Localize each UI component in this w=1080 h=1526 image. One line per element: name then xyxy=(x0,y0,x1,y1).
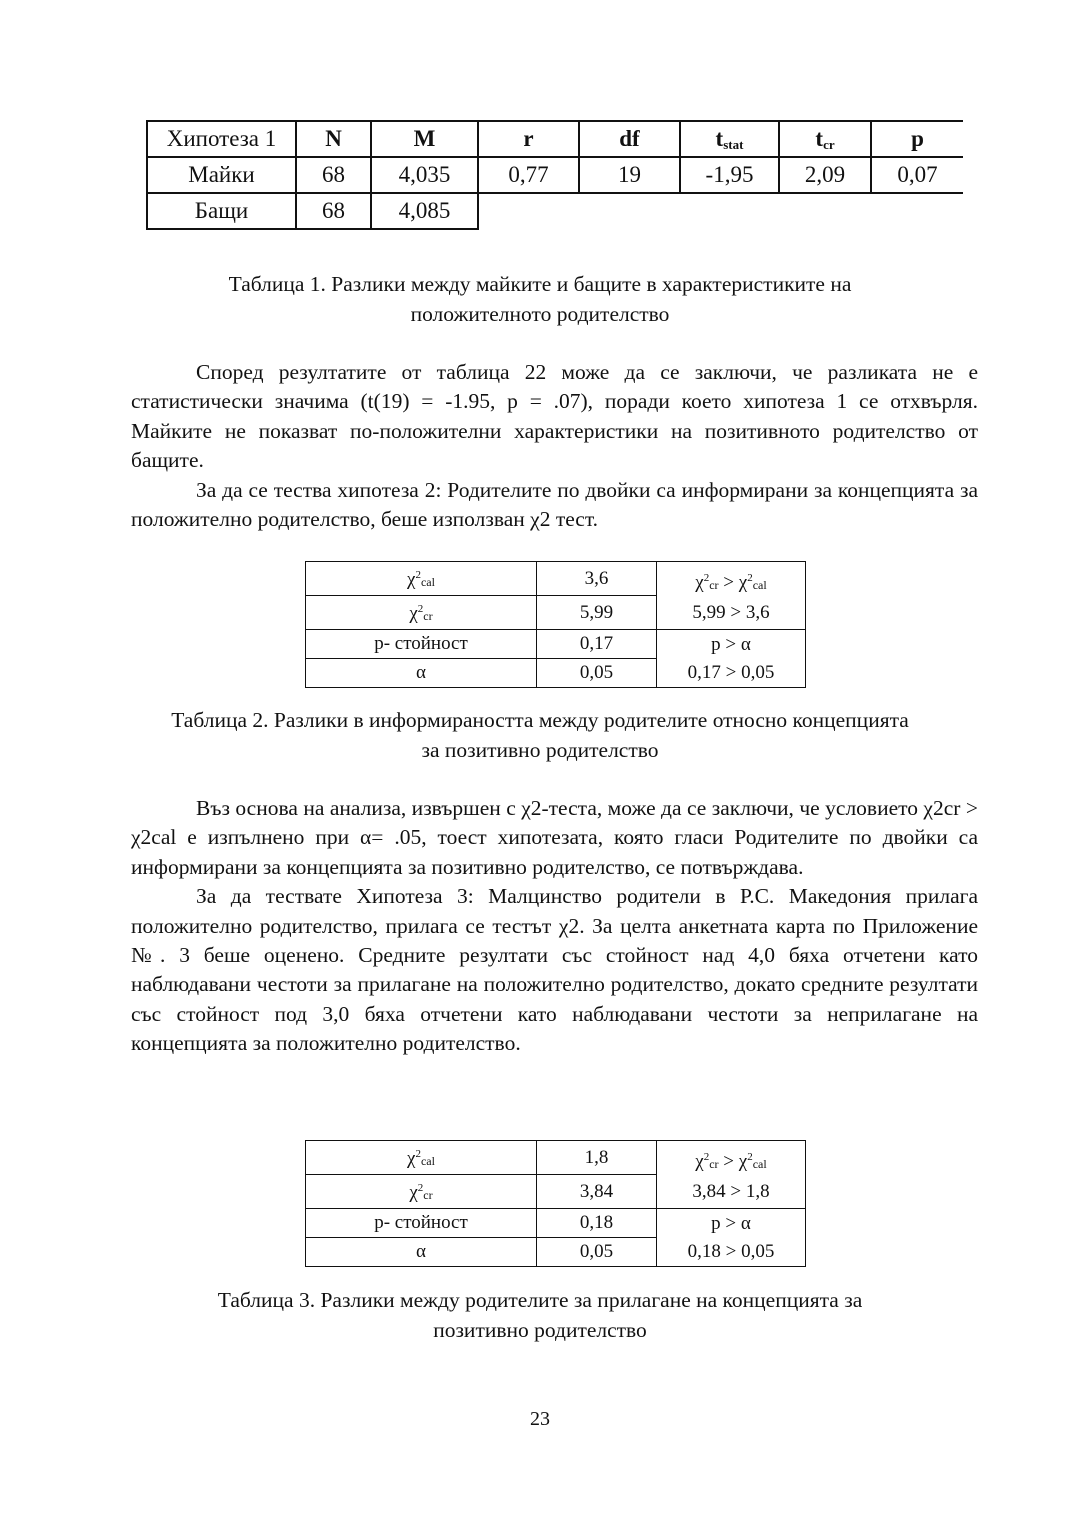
p-value: 0,17 xyxy=(537,630,657,659)
cell-n: 68 xyxy=(296,157,371,193)
paragraph: Според резултатите от таблица 22 може да се заключи, че разликата не е статистически значима (t(19) = -1.95, p = .07), поради което хипотеза 1 се отхвърля. Майките не показват по-положителни характеристики на позитивното родителство от бащите. xyxy=(131,360,978,473)
page-number: 23 xyxy=(530,1408,550,1430)
header-r: r xyxy=(478,121,579,157)
alpha-label: α xyxy=(306,1238,537,1267)
p-value-label: p- стойност xyxy=(306,630,537,659)
paragraph: За да се тества хипотеза 2: Родителите по двойки са информирани за концепцията за положително родителство, беше използван χ2 тест. xyxy=(131,477,978,532)
alpha-value: 0,05 xyxy=(537,1238,657,1267)
p-comparison: p > α 0,17 > 0,05 xyxy=(657,630,806,688)
chi-square-table-3 xyxy=(305,1140,806,1267)
chi-cal-value: 3,6 xyxy=(537,562,657,596)
chi-square-table-2 xyxy=(305,561,806,688)
paragraph: Въз основа на анализа, извършен с χ2-теста, може да се заключи, че условието χ2cr > χ2cal е изпълнено при α= .05, тоест хипотезата, която гласи Родителите по двойки са информирани за концепцията за позитивно родителство, се потвърждава. xyxy=(131,796,978,879)
cell-m: 4,035 xyxy=(371,157,478,193)
alpha-value: 0,05 xyxy=(537,659,657,688)
table-row xyxy=(147,193,963,229)
header-m: M xyxy=(371,121,478,157)
table-1-caption xyxy=(0,270,1080,329)
paragraph: За да тествате Хипотеза 3: Малцинство родители в Р.С. Македония прилага положително родителство, прилага се тестът χ2. За целта анкетната карта по Приложение №. 3 беше оценено. Средните резултати със стойност над 4,0 бяха отчетени като наблюдавани честоти за прилагане на положително родителство, докато средните резултати със стойност под 3,0 бяха отчетени като наблюдавани честоти за неприлагане на концепцията за положително родителство. xyxy=(131,884,978,1056)
alpha-label: α xyxy=(306,659,537,688)
caption-line: Таблица 2. Разлики в информираността между родителите относно концепцията xyxy=(171,708,909,732)
cell-p: 0,07 xyxy=(871,157,963,193)
row-label: Бащи xyxy=(147,193,296,229)
row-label: Майки xyxy=(147,157,296,193)
p-comparison: p > α 0,18 > 0,05 xyxy=(657,1209,806,1267)
p-value: 0,18 xyxy=(537,1209,657,1238)
paragraph-block-1 xyxy=(131,358,978,534)
cell-m: 4,085 xyxy=(371,193,478,229)
chi-comparison: $\chi^2_{cr} > \chi^2_{cal}$ 3,84 > 1,8 xyxy=(657,1141,806,1209)
table-2-caption xyxy=(0,706,1080,765)
table-3-caption xyxy=(0,1286,1080,1345)
caption-line: положителното родителство xyxy=(410,301,670,326)
cell-df: 19 xyxy=(579,157,680,193)
table-header-row xyxy=(147,121,963,157)
chi-cr-label: $\chi^2_{cr}$ xyxy=(306,596,537,630)
header-hypothesis: Хипотеза 1 xyxy=(147,121,296,157)
chi-cr-value: 5,99 xyxy=(537,596,657,630)
chi-cal-label: $\chi^2_{cal}$ xyxy=(306,562,537,596)
header-n: N xyxy=(296,121,371,157)
paragraph-block-2 xyxy=(131,794,978,1059)
table-row xyxy=(147,157,963,193)
chi-cal-value: 1,8 xyxy=(537,1141,657,1175)
chi-cr-value: 3,84 xyxy=(537,1175,657,1209)
caption-line: позитивно родителство xyxy=(433,1317,647,1342)
cell-tcr: 2,09 xyxy=(779,157,871,193)
p-value-label: p- стойност xyxy=(306,1209,537,1238)
caption-line: Таблица 3. Разлики между родителите за прилагане на концепцията за xyxy=(217,1288,863,1312)
cell-tstat: -1,95 xyxy=(680,157,779,193)
caption-line: за позитивно родителство xyxy=(421,737,659,762)
header-tcr: $t_{cr}$ xyxy=(779,121,871,157)
hypothesis-1-table xyxy=(146,120,963,230)
chi-cal-label: $\chi^2_{cal}$ xyxy=(306,1141,537,1175)
header-df: df xyxy=(579,121,680,157)
header-tstat: $t_{stat}$ xyxy=(680,121,779,157)
caption-line: Таблица 1. Разлики между майките и бащите в характеристиките на xyxy=(228,272,852,296)
cell-r: 0,77 xyxy=(478,157,579,193)
header-p: p xyxy=(871,121,963,157)
chi-comparison: $\chi^2_{cr} > \chi^2_{cal}$ 5,99 > 3,6 xyxy=(657,562,806,630)
chi-cr-label: $\chi^2_{cr}$ xyxy=(306,1175,537,1209)
cell-n: 68 xyxy=(296,193,371,229)
